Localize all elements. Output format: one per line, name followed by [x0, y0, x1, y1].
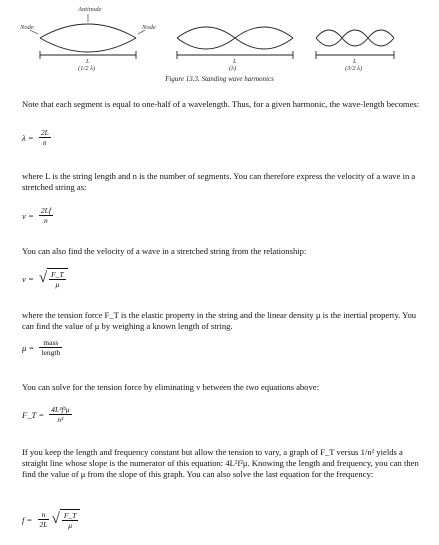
eq3-lhs: v = — [22, 273, 34, 284]
eq6-sqrt: √ $\frac{F\_T}{\mu}$ — [52, 509, 81, 530]
harmonic-1 — [30, 14, 145, 59]
eq2-fraction — [39, 206, 53, 225]
paragraph-5: You can solve for the tension force by eliminating v between the two equations above: — [22, 382, 319, 392]
equation-frequency — [22, 509, 80, 530]
figure-caption: Figure 13.3. Standing wave harmonics — [165, 75, 274, 83]
harmonic-1-fraction: (1/2 λ) — [78, 65, 96, 72]
equation-linear-density — [22, 338, 62, 357]
equation-velocity-2 — [22, 268, 68, 289]
eq2-numerator: 2Lf — [40, 206, 51, 215]
eq3-sqrt: √ $\frac{F\_T}{\mu}$ — [39, 268, 68, 289]
eq2-denominator: n — [44, 216, 48, 225]
harmonic-1-length: L — [86, 58, 90, 65]
harmonic-3-length: L — [353, 58, 357, 65]
eq6-denominator: 2L — [39, 520, 48, 529]
eq6-radicand — [62, 511, 79, 530]
harmonic-2-fraction: (λ) — [229, 65, 237, 72]
eq5-fraction — [49, 405, 71, 424]
eq2-lhs: v = — [22, 210, 34, 221]
eq6-radicand-numerator: F_T — [63, 511, 77, 520]
eq1-lhs: λ = — [22, 132, 34, 143]
paragraph-1: Note that each segment is equal to one-half of a wavelength. Thus, for a given harmonic, the wave-length becomes: — [22, 99, 420, 109]
harmonic-2-length: L — [233, 58, 237, 65]
node-label-left: Node — [20, 24, 34, 31]
paragraph-3: You can also find the velocity of a wave in a stretched string from the relationship: — [22, 246, 307, 256]
antinode-label: Antinode — [78, 6, 102, 13]
standing-wave-diagram — [0, 0, 439, 75]
eq3-denominator: μ — [55, 280, 60, 289]
harmonic-3 — [316, 30, 394, 59]
eq4-fraction — [39, 338, 62, 357]
eq5-numerator: 4L²f²μ — [51, 405, 70, 414]
eq1-denominator: n — [42, 138, 47, 147]
eq6-fraction — [38, 510, 50, 529]
eq5-denominator: n² — [57, 415, 64, 424]
eq1-fraction — [39, 128, 51, 147]
eq4-denominator: length — [41, 348, 61, 357]
eq6-lhs: f = — [22, 514, 33, 525]
harmonic-2 — [177, 27, 293, 59]
eq5-lhs: F_T = — [22, 409, 45, 420]
eq4-numerator: mass — [43, 338, 59, 347]
equation-tension-force — [22, 405, 72, 424]
eq3-fraction — [49, 270, 66, 289]
equation-wavelength — [22, 128, 51, 147]
standing-wave-figure — [0, 0, 439, 92]
eq6-radicand-denominator: μ — [68, 521, 72, 530]
paragraph-6: If you keep the length and frequency constant but allow the tension to vary, a graph of F_T versus 1/n² yields a straight line whose slope is the numerator of this equation: 4L²f²μ. Knowing the length and frequency, you can then find the value of μ from the slope of this graph. You can also solve the last equation for the frequency: — [22, 447, 419, 479]
node-label-right: Node — [142, 24, 156, 31]
eq6-numerator: n — [41, 510, 46, 519]
paragraph-4: where the tension force F_T is the elastic property in the string and the linear density μ is the inertial property. You can find the value of μ by weighing a known length of string. — [22, 310, 417, 331]
paragraph-2: where L is the string length and n is the number of segments. You can therefore express the velocity of a wave in a stretched string as: — [22, 171, 416, 192]
eq4-lhs: μ = — [22, 342, 35, 353]
harmonic-3-fraction: (3/2 λ) — [345, 65, 363, 72]
eq3-numerator: F_T — [51, 270, 64, 279]
eq1-numerator: 2L — [40, 128, 49, 137]
equation-velocity-1 — [22, 206, 53, 225]
